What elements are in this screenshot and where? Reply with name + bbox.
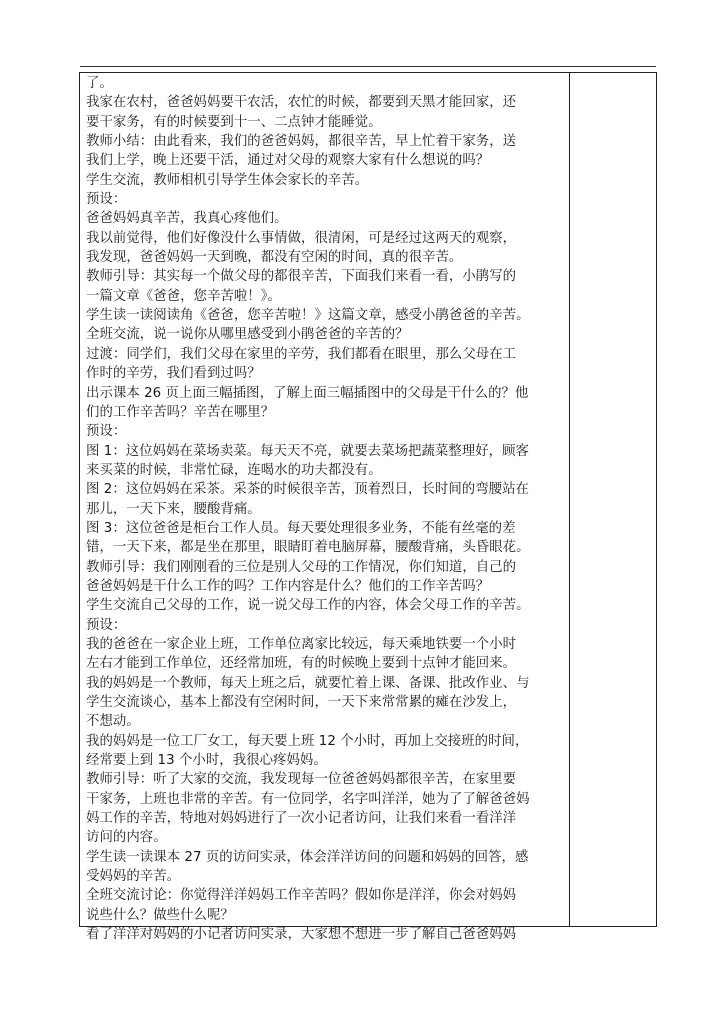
content-line: 全班交流讨论：你觉得洋洋妈妈工作辛苦吗？假如你是洋洋，你会对妈妈 [86,888,517,904]
content-line: 我家在农村，爸爸妈妈要干农活，农忙的时候，都要到天黑才能回家，还 [86,95,517,111]
content-line: 学生读一读课本 27 页的访问实录，体会洋洋访问的问题和妈妈的回答，感 [86,849,529,865]
content-line: 我们上学，晚上还要干活，通过对父母的观察大家有什么想说的吗？ [86,153,490,169]
content-line: 出示课本 26 页上面三幅插图，了解上面三幅插图中的父母是干什么的？他 [86,385,529,401]
content-line: 学生读一读阅读角《爸爸，您辛苦啦！》这篇文章，感受小鹃爸爸的辛苦。 [86,308,530,324]
content-line: 我以前觉得，他们好像没什么事情做，很清闲，可是经过这两天的观察， [86,230,517,246]
content-line: 爸爸妈妈是干什么工作的吗？工作内容是什么？他们的工作辛苦吗？ [86,578,490,594]
content-line: 图 3：这位爸爸是柜台工作人员。每天要处理很多业务，不能有丝毫的差 [86,520,516,536]
content-line: 过渡：同学们，我们父母在家里的辛劳，我们都看在眼里，那么父母在工 [86,346,517,362]
content-line: 图 2：这位妈妈在采茶。采茶的时候很辛苦，顶着烈日，长时间的弯腰站在 [86,482,529,498]
content-line: 受妈妈的辛苦。 [86,869,181,885]
content-line: 教师小结：由此看来，我们的爸爸妈妈，都很辛苦，早上忙着干家务，送 [86,134,517,150]
content-line: 左右才能到工作单位，还经常加班，有的时候晚上要到十点钟才能回来。 [86,656,517,672]
content-line: 我的爸爸在一家企业上班，工作单位离家比较远，每天乘地铁要一个小时 [86,636,517,652]
content-line: 我发现，爸爸妈妈一天到晚，都没有空闲的时间，真的很辛苦。 [86,250,463,266]
lesson-content-cell [86,74,564,944]
content-line: 图 1：这位妈妈在菜场卖菜。每天天不亮，就要去菜场把蔬菜整理好，顾客 [86,443,529,459]
content-line: 了。 [86,76,113,91]
content-line: 我的妈妈是一个教师，每天上班之后，就要忙着上课、备课、批改作业、与 [86,675,530,691]
content-line: 预设： [86,424,127,440]
lesson-plan-table [79,72,657,943]
content-line: 来买菜的时候，非常忙碌，连喝水的功夫都没有。 [86,462,382,478]
content-line: 爸爸妈妈真辛苦，我真心疼他们。 [86,211,288,227]
notes-cell [571,73,656,926]
content-line: 干家务，上班也非常的辛苦。有一位同学，名字叫洋洋，她为了了解爸爸妈 [86,791,530,807]
header-rule [80,66,656,67]
content-line: 要干家务，有的时候要到十一、二点钟才能睡觉。 [86,114,382,130]
content-line: 们的工作辛苦吗？辛苦在哪里？ [86,404,275,420]
content-line: 错，一天下来，都是坐在那里，眼睛盯着电脑屏幕，腰酸背痛，头昏眼花。 [86,540,530,556]
column-divider [569,73,570,926]
content-line: 说些什么？做些什么呢？ [86,907,234,923]
content-line: 那儿，一天下来，腰酸背痛。 [86,501,261,517]
content-line: 教师引导：听了大家的交流，我发现每一位爸爸妈妈都很辛苦，在家里要 [86,772,517,788]
content-line: 学生交流谈心，基本上都没有空闲时间，一天下来常常累的瘫在沙发上， [86,695,517,710]
content-line: 访问的内容。 [86,830,167,846]
content-line: 妈工作的辛苦，特地对妈妈进行了一次小记者访问，让我们来看一看洋洋 [86,811,517,827]
content-line: 学生交流自己父母的工作，说一说父母工作的内容，体会父母工作的辛苦。 [86,598,530,614]
content-line: 我的妈妈是一位工厂女工，每天要上班 12 个小时，再加上交接班的时间， [86,733,529,749]
content-line: 全班交流，说一说你从哪里感受到小鹃爸爸的辛苦的？ [86,327,409,343]
content-line: 教师引导：我们刚刚看的三位是别人父母的工作情况，你们知道，自己的 [86,559,517,575]
content-line: 一篇文章《爸爸，您辛苦啦！》。 [86,288,281,304]
content-line: 经常要上到 13 个小时，我很心疼妈妈。 [86,753,327,769]
content-line: 教师引导：其实每一个做父母的都很辛苦，下面我们来看一看，小鹃写的 [86,269,517,285]
content-line: 预设： [86,617,127,633]
content-line: 学生交流，教师相机引导学生体会家长的辛苦。 [86,172,369,188]
content-line: 看了洋洋对妈妈的小记者访问实录，大家想不想进一步了解自己爸爸妈妈 [86,927,517,943]
content-line: 预设： [86,192,127,208]
content-line: 不想动。 [86,714,140,730]
content-line: 作时的辛劳，我们看到过吗？ [86,366,261,382]
